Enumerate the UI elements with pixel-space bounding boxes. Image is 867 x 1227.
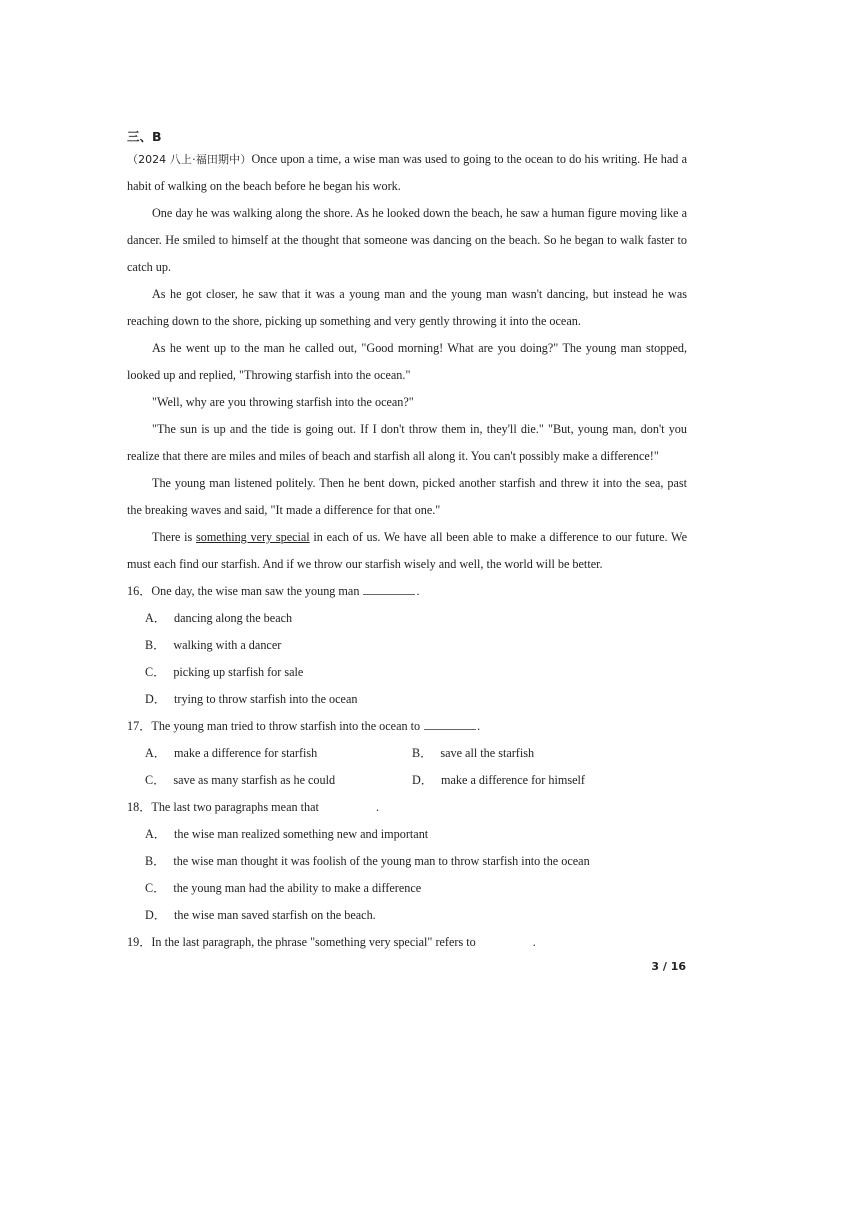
question-19-stem bbox=[127, 929, 687, 956]
page-number: 3 / 16 bbox=[651, 960, 686, 973]
passage-paragraph-2: One day he was walking along the shore. As he looked down the beach, he saw a human figure moving like a dancer. He smiled to himself at the thought that someone was dancing on the beach. So he began to walk faster to catch up. bbox=[127, 206, 687, 274]
question-18-option-a bbox=[127, 821, 687, 848]
question-text: In the last paragraph, the phrase "something very special" refers to bbox=[151, 935, 479, 949]
passage-paragraph-4: As he went up to the man he called out, "Good morning! What are you doing?" The young man stopped, looked up and replied, "Throwing starfish into the ocean." bbox=[127, 341, 687, 382]
question-17-option-a bbox=[145, 740, 412, 767]
passage-paragraph-8 bbox=[127, 524, 687, 578]
question-source: （2024 八上·福田期中） bbox=[127, 153, 252, 166]
option-letter: D． bbox=[145, 692, 166, 706]
passage-paragraph-5: "Well, why are you throwing starfish into the ocean?" bbox=[152, 395, 414, 409]
option-text: walking with a dancer bbox=[173, 638, 282, 652]
option-letter: C． bbox=[145, 773, 166, 787]
option-letter: C． bbox=[145, 665, 166, 679]
paragraph-text: in each of us. We have all been able to make a difference to our future. We must each find our starfish. And if we throw our starfish wisely and well, the world will be better. bbox=[127, 530, 687, 571]
answer-blank bbox=[363, 584, 415, 595]
passage-paragraph-6: "The sun is up and the tide is going out. If I don't throw them in, they'll die." "But, young man, don't you realize that there are miles and miles of beach and starfish all along it. You can't possibly make a difference!" bbox=[127, 422, 687, 463]
question-18-stem bbox=[127, 794, 687, 821]
answer-blank bbox=[323, 800, 375, 811]
question-text: One day, the wise man saw the young man bbox=[151, 584, 363, 598]
question-text: The last two paragraphs mean that bbox=[151, 800, 322, 814]
option-text: the wise man thought it was foolish of the young man to throw starfish into the ocean bbox=[173, 854, 590, 868]
answer-blank bbox=[424, 719, 476, 730]
question-text-end: . bbox=[532, 935, 536, 949]
option-text: make a difference for starfish bbox=[174, 746, 318, 760]
question-17-option-d bbox=[412, 767, 679, 794]
question-17-options-row-1 bbox=[127, 740, 687, 767]
question-16-option-c bbox=[127, 659, 687, 686]
option-letter: B． bbox=[145, 638, 166, 652]
document-page bbox=[127, 128, 687, 956]
question-18-option-d bbox=[127, 902, 687, 929]
option-letter: B． bbox=[145, 854, 166, 868]
question-18-option-b bbox=[127, 848, 687, 875]
paragraph-text: There is bbox=[152, 530, 196, 544]
option-text: trying to throw starfish into the ocean bbox=[174, 692, 358, 706]
option-text: save as many starfish as he could bbox=[173, 773, 336, 787]
option-letter: A． bbox=[145, 611, 166, 625]
passage-paragraph-3: As he got closer, he saw that it was a young man and the young man wasn't dancing, but instead he was reaching down to the shore, picking up something and very gently throwing it into the ocean. bbox=[127, 287, 687, 328]
question-17-option-b bbox=[412, 740, 679, 767]
passage-paragraph-7: The young man listened politely. Then he bent down, picked another starfish and threw it into the sea, past the breaking waves and said, "It made a difference for that one." bbox=[127, 476, 687, 517]
question-17-options-row-2 bbox=[127, 767, 687, 794]
option-letter: D． bbox=[412, 773, 433, 787]
question-16-stem bbox=[127, 578, 687, 605]
question-text: The young man tried to throw starfish into the ocean to bbox=[151, 719, 424, 733]
question-number: 18． bbox=[127, 800, 152, 814]
question-text-end: . bbox=[416, 584, 420, 598]
option-text: save all the starfish bbox=[440, 746, 535, 760]
question-17-option-c bbox=[145, 767, 412, 794]
option-text: dancing along the beach bbox=[174, 611, 293, 625]
option-text: the wise man realized something new and important bbox=[174, 827, 429, 841]
question-text-end: . bbox=[375, 800, 379, 814]
option-text: make a difference for himself bbox=[441, 773, 585, 787]
option-text: picking up starfish for sale bbox=[173, 665, 304, 679]
question-text-end: . bbox=[477, 719, 481, 733]
paragraph-text: Once upon a time, a wise man was used to going to the ocean to do his writing. He had a habit of walking on the beach before he began his work. bbox=[127, 152, 687, 193]
passage-paragraph-1 bbox=[127, 146, 687, 200]
underlined-phrase: something very special bbox=[195, 530, 310, 544]
question-number: 16． bbox=[127, 584, 152, 598]
answer-blank bbox=[480, 935, 532, 946]
option-text: the young man had the ability to make a difference bbox=[173, 881, 422, 895]
question-18-option-c bbox=[127, 875, 687, 902]
option-letter: A． bbox=[145, 827, 166, 841]
option-letter: B． bbox=[412, 746, 433, 760]
question-16-option-d bbox=[127, 686, 687, 713]
section-title: 三、B bbox=[127, 129, 162, 144]
option-letter: D． bbox=[145, 908, 166, 922]
option-letter: A． bbox=[145, 746, 166, 760]
question-16-option-a bbox=[127, 605, 687, 632]
question-17-stem bbox=[127, 713, 687, 740]
question-number: 19． bbox=[127, 935, 152, 949]
question-number: 17． bbox=[127, 719, 152, 733]
option-text: the wise man saved starfish on the beach. bbox=[174, 908, 376, 922]
option-letter: C． bbox=[145, 881, 166, 895]
question-16-option-b bbox=[127, 632, 687, 659]
